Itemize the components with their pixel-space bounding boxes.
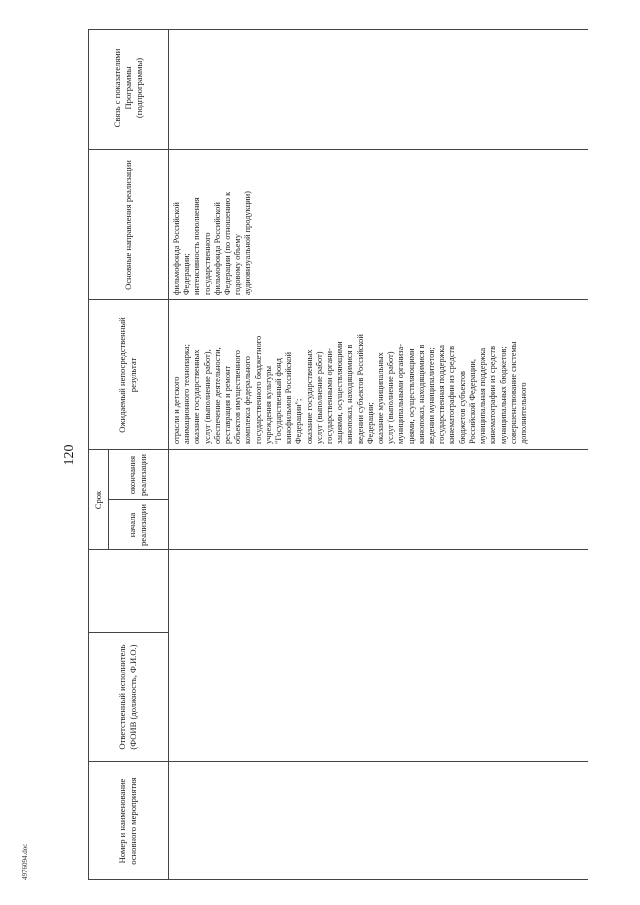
doc-id: 4976094.doc [21, 843, 29, 880]
header-event-number: Номер и наименование основного мероприятия [117, 777, 138, 865]
directions-line: оказание государственных [304, 349, 314, 444]
directions-line: Федерации; [365, 402, 375, 444]
column-divider-5 [88, 449, 588, 450]
directions-line: государственными органи- [325, 348, 335, 444]
directions-line: кинопоказ, находящимися в [416, 344, 426, 444]
page-number: 120 [62, 444, 77, 466]
header-responsible: Ответственный исполнитель (ФОИВ (должность, Ф.И.О.) [117, 644, 138, 750]
directions-line: отрасли и детского [172, 376, 181, 444]
directions-line: услуг (выполнение работ) [386, 351, 396, 444]
header-indicators: Связь с показателями Программы (подпрограммы) [111, 48, 144, 128]
directions-line: оказание государственных [192, 349, 202, 444]
column-divider-4 [108, 499, 168, 500]
directions-line: услуг (выполнение работ) [314, 351, 324, 444]
directions-line: государственная поддержка [437, 345, 447, 444]
directions-line: объектов имущественного [233, 350, 243, 444]
column-divider-6 [88, 299, 588, 300]
directions-line: кинопоказ, находящимися в [345, 344, 355, 444]
directions-line: Федерации"; [294, 398, 304, 444]
column-divider-7 [88, 149, 588, 150]
header-srok: Срок [92, 490, 103, 510]
indicators-line: интенсивность пополнения [192, 197, 202, 295]
indicators-line: фильмофонда Российской [212, 202, 222, 295]
header-expected-result: Ожидаемый непосредственный результат [117, 317, 138, 433]
directions-line: анимационного технопарка; [182, 344, 192, 444]
directions-line: обеспечение деятельности, [212, 347, 222, 444]
directions-line: оказание муниципальных [376, 352, 386, 444]
indicators-line: годовому объему [233, 234, 243, 295]
srok-divider [108, 450, 109, 550]
directions-line: муниципальная поддержка [478, 347, 488, 444]
program-table [88, 30, 588, 880]
header-bottom-border [168, 30, 169, 880]
directions-line: услуг (выполнение работ), [202, 349, 212, 444]
directions-line: совершенствование системы [508, 341, 518, 444]
indicators-line: фильмофонда Российской [172, 202, 181, 295]
indicators-line: Федерации (по отношению к [223, 191, 233, 295]
directions-line: муниципальных бюджетов; [498, 346, 508, 444]
directions-line: "Государственный фонд [274, 358, 284, 444]
directions-line: зациями, осуществляющими [335, 341, 345, 444]
directions-line: комплекса федерального [243, 356, 253, 444]
directions-line: кинематографии из средств [488, 345, 498, 444]
directions-line: муниципальными организа- [396, 344, 406, 444]
rotated-content [21, 30, 588, 880]
column-divider-3 [88, 549, 588, 550]
indicators-line: государственного [202, 232, 212, 295]
directions-line: дополнительного [518, 382, 528, 444]
directions-line: государственного бюджетного [253, 335, 263, 444]
directions-text [172, 334, 529, 444]
header-start: начала реализации [127, 504, 148, 546]
indicators-line: аудиовизуальной продукции) [243, 191, 253, 295]
directions-line: циями, осуществляющими [406, 348, 416, 444]
header-end: окончания реализации [127, 454, 148, 496]
table-left-border [88, 879, 588, 880]
directions-line: ведении муниципалитетов; [427, 347, 437, 444]
table-right-border [88, 29, 588, 30]
directions-line: кинематографии из средств [447, 345, 457, 444]
directions-line: учреждения культуры [263, 366, 273, 444]
column-divider-1 [88, 761, 588, 762]
directions-line: бюджетов субъектов [457, 371, 467, 444]
directions-line: ведении субъектов Российской [355, 334, 365, 444]
header-directions: Основные направления реализации [122, 160, 133, 290]
indicators-text [172, 191, 254, 295]
indicators-line: Федерации; [182, 253, 192, 295]
directions-line: кинофильмов Российской [284, 352, 294, 444]
directions-line: реставрация и ремонт [223, 365, 233, 444]
directions-line: Российской Федерации, [467, 358, 477, 444]
column-divider-2 [88, 632, 168, 633]
